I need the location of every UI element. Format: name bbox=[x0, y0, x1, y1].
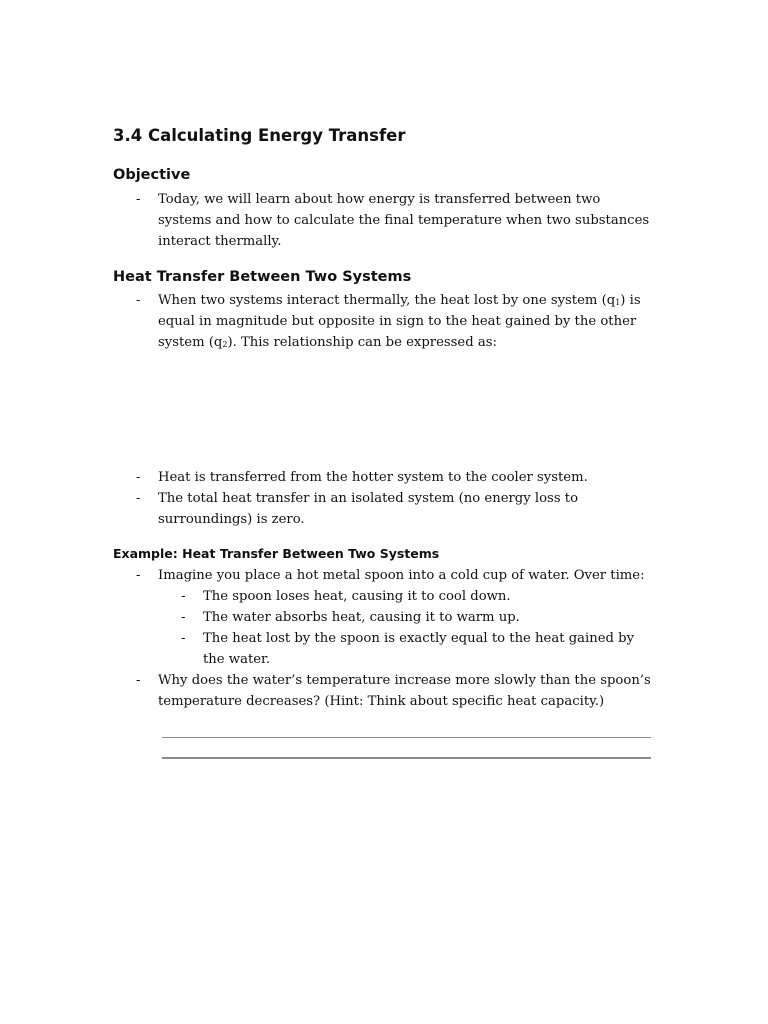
objective-heading: Objective bbox=[113, 167, 191, 183]
bullet-dash: - bbox=[181, 631, 186, 646]
bullet-dash: - bbox=[136, 673, 141, 688]
objective-text: Today, we will learn about how energy is transferred between two systems and how to calculate the final temperature when two substances interact thermally. bbox=[158, 192, 650, 249]
example-question bbox=[136, 670, 656, 712]
example-subitem bbox=[181, 586, 656, 607]
answer-line[interactable] bbox=[162, 757, 651, 759]
example-subitem bbox=[181, 607, 656, 628]
heat-transfer-heading: Heat Transfer Between Two Systems bbox=[113, 269, 412, 285]
bullet-dash: - bbox=[181, 589, 186, 604]
bullet-dash: - bbox=[181, 610, 186, 625]
answer-line[interactable] bbox=[162, 737, 651, 738]
heat-transfer-intro bbox=[136, 290, 656, 353]
heat-transfer-item bbox=[136, 467, 656, 488]
bullet-dash: - bbox=[136, 293, 141, 308]
heat-transfer-intro-text: When two systems interact thermally, the heat lost by one system $(q_1)$ is equal in magnitude but opposite in sign to the heat gained by the other system $(q_2)$. This relationship can be expressed as: bbox=[158, 293, 641, 350]
page-title: 3.4 Calculating Energy Transfer bbox=[113, 126, 406, 145]
bullet-dash: - bbox=[136, 491, 141, 506]
objective-item bbox=[136, 189, 656, 252]
heat-transfer-item-text: Heat is transferred from the hotter system to the cooler system. bbox=[158, 470, 588, 485]
bullet-dash: - bbox=[136, 470, 141, 485]
example-subitem-text: The water absorbs heat, causing it to warm up. bbox=[203, 610, 520, 625]
bullet-dash: - bbox=[136, 568, 141, 583]
example-item bbox=[136, 565, 656, 586]
heat-transfer-item bbox=[136, 488, 656, 530]
example-subitem bbox=[181, 628, 656, 670]
bullet-dash: - bbox=[136, 192, 141, 207]
example-item-text: Imagine you place a hot metal spoon into a cold cup of water. Over time: bbox=[158, 568, 645, 583]
example-heading: Example: Heat Transfer Between Two Systems bbox=[113, 546, 440, 561]
heat-transfer-item-text: The total heat transfer in an isolated system (no energy loss to surroundings) is zero. bbox=[158, 491, 579, 527]
example-subitem-text: The heat lost by the spoon is exactly equal to the heat gained by the water. bbox=[203, 631, 635, 667]
example-subitem-text: The spoon loses heat, causing it to cool down. bbox=[203, 589, 511, 604]
example-question-text: Why does the water’s temperature increase more slowly than the spoon’s temperature decreases? (Hint: Think about specific heat capacity.) bbox=[158, 673, 651, 709]
